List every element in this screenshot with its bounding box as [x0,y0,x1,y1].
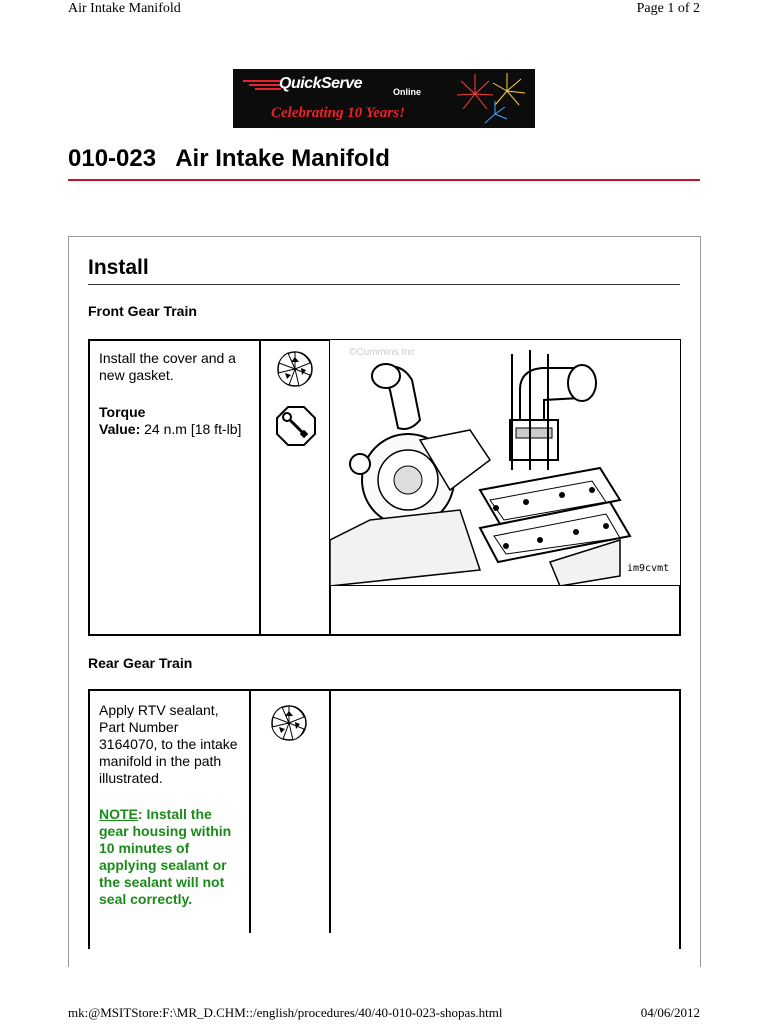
manifold-illustration [330,340,680,586]
rear-table-divider [329,689,331,933]
illustration-code: im9cvmt [627,563,670,574]
illustration-copyright: ©Cummins Inc [349,347,415,358]
front-instruction: Install the cover and a new gasket. [99,350,236,383]
front-torque-block [99,404,251,438]
torque-value-label: Value: [99,421,141,437]
install-icon [275,349,315,389]
note-label: NOTE [99,806,138,822]
speed-stripes-icon [243,79,283,91]
footer-source-path: mk:@MSITStore:F:\MR_D.CHM::/english/procedures/40/40-010-023-shopas.html [68,1005,503,1020]
page-title: 010-023 Air Intake Manifold [68,145,390,172]
quickserve-banner[interactable] [233,69,535,128]
header-page-number: Page 1 of 2 [636,1,700,16]
rear-instruction: Apply RTV sealant, Part Number 3164070, to the intake manifold in the path illustrated. [99,702,238,786]
fireworks-icon [445,69,535,128]
rear-table-divider [249,689,251,933]
install-icon [269,703,309,743]
banner-tagline: Celebrating 10 Years! [271,105,405,121]
front-gear-train-heading: Front Gear Train [88,303,197,319]
torque-wrench-icon [275,405,317,447]
footer-date: 04/06/2012 [640,1005,700,1020]
rear-gear-train-heading: Rear Gear Train [88,655,193,671]
section-heading: Install [88,256,149,279]
banner-brand-suffix: Online [393,87,422,97]
title-divider [68,179,700,181]
torque-value: 24 n.m [18 ft-lb] [144,421,242,437]
rear-note [99,806,239,908]
section-divider [88,284,680,285]
note-text: : Install the gear housing within 10 minutes of applying sealant or the sealant will not seal correctly. [99,806,232,907]
torque-label: Torque [99,404,146,420]
illustration-divider [330,585,681,586]
header-document-title: Air Intake Manifold [68,1,181,16]
banner-brand: QuickServe [279,75,363,92]
front-table-divider [259,339,261,636]
